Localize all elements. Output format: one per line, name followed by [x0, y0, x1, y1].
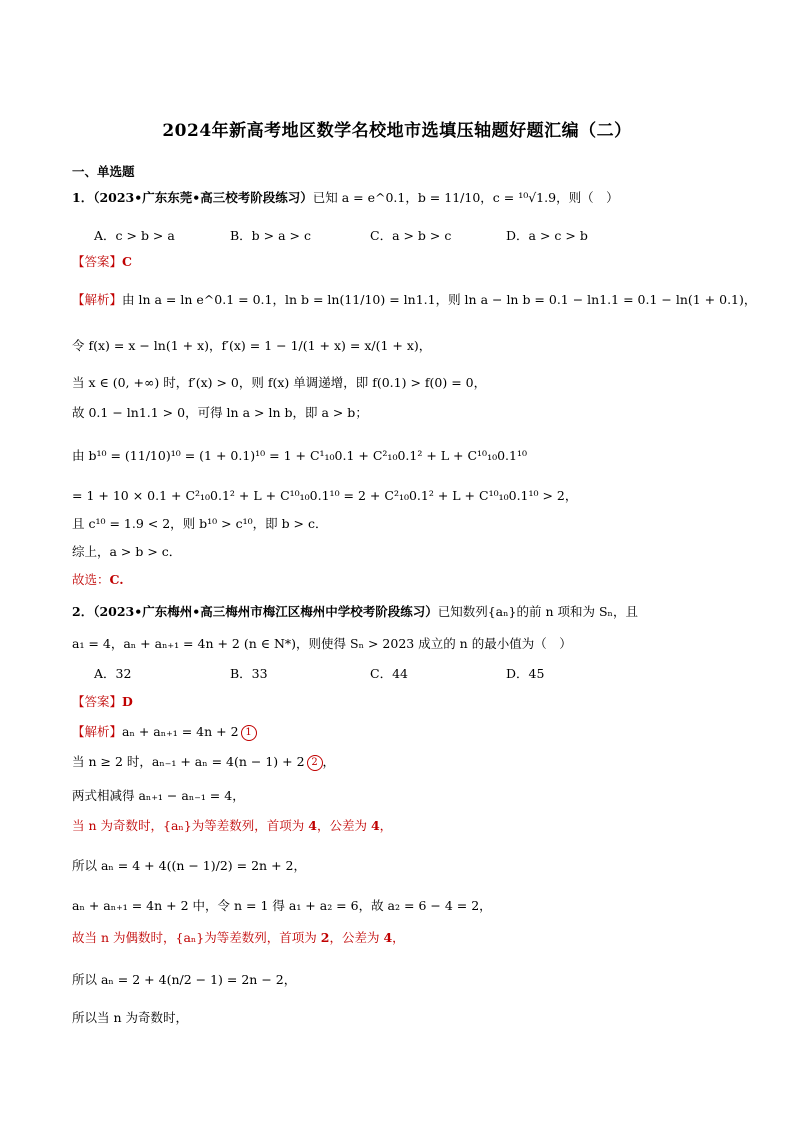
- q1-answer-value: C: [122, 254, 132, 269]
- q1-analysis-line-8: 综上，a > b > c．: [72, 544, 182, 559]
- q1-number: 1．: [72, 190, 94, 205]
- q2-answer-value: D: [122, 694, 133, 709]
- q2-l7-first-term: 2: [320, 930, 330, 945]
- q2-l4-difference: 4: [370, 818, 380, 833]
- q2-option-d: D．45: [506, 666, 545, 681]
- q2-source: （2023•广东梅州•高三梅州市梅江区梅州中学校考阶段练习）: [93, 604, 438, 619]
- q2-option-c: C．44: [370, 666, 408, 681]
- q2-l4-first-term: 4: [308, 818, 317, 833]
- q1-answer: [72, 252, 732, 272]
- q2-stem-text-1: 已知数列{aₙ}的前 n 项和为 Sₙ，且: [437, 604, 638, 619]
- q1-answer-label: 【答案】: [72, 254, 123, 269]
- circled-one-marker: 1: [241, 725, 257, 741]
- q2-analysis-line-5: 所以 aₙ = 4 + 4((n − 1)/2) = 2n + 2，: [72, 858, 306, 873]
- q2-analysis-line-6: aₙ + aₙ₊₁ = 4n + 2 中，令 n = 1 得 a₁ + a₂ = 6，故 a₂ = 6 − 4 = 2，: [72, 898, 492, 913]
- q1-analysis-line-1: [72, 290, 757, 310]
- q2-analysis-line-1: [72, 722, 732, 742]
- q2-stem-line-2: a₁ = 4，aₙ + aₙ₊₁ = 4n + 2 (n ∈ N*)，则使得 Sₙ > 2023 成立的 n 的最小值为（ ）: [72, 636, 572, 651]
- q1-analysis-line-5: 由 b¹⁰ = (11/10)¹⁰ = (1 + 0.1)¹⁰ = 1 + C¹₁₀0.1 + C²₁₀0.1² + L + C¹⁰₁₀0.1¹⁰: [72, 448, 527, 463]
- q2-options: [72, 664, 732, 684]
- q2-number: 2．: [72, 604, 94, 619]
- q2-l7-difference: 4: [383, 930, 393, 945]
- q2-analysis-line-8: 所以 aₙ = 2 + 4(n/2 − 1) = 2n − 2，: [72, 972, 297, 987]
- q2-l7-text-a: 故当 n 为偶数时，{aₙ}为等差数列，首项为: [72, 930, 321, 945]
- q2-option-a: A．32: [94, 666, 132, 681]
- q1-option-c: C．a > b > c: [370, 228, 452, 243]
- q1-analysis-text-1: 由 ln a = ln e^0.1 = 0.1，ln b = ln(11/10) = ln1.1，则 ln a − ln b = 0.1 − ln1.1 = 0.1 − ln(1 + 0.1)，: [122, 292, 757, 307]
- q2-l4-text-a: 当 n 为奇数时，{aₙ}为等差数列，首项为: [72, 818, 309, 833]
- q2-analysis-line-3: 两式相减得 aₙ₊₁ − aₙ₋₁ = 4，: [72, 788, 245, 803]
- q2-answer: [72, 692, 732, 712]
- q2-answer-label: 【答案】: [72, 694, 123, 709]
- q1-option-a: A．c > b > a: [94, 228, 175, 243]
- q1-analysis-line-2: 令 f(x) = x − ln(1 + x)，f′(x) = 1 − 1/(1 + x) = x/(1 + x)，: [72, 338, 432, 353]
- q2-l7-text-c: ，公差为: [329, 930, 384, 945]
- q2-l4-text-c: ，公差为: [316, 818, 371, 833]
- q1-conclusion: [72, 570, 732, 590]
- q1-analysis-label: 【解析】: [72, 292, 123, 307]
- q1-analysis-line-6: = 1 + 10 × 0.1 + C²₁₀0.1² + L + C¹⁰₁₀0.1¹⁰ = 2 + C²₁₀0.1² + L + C¹⁰₁₀0.1¹⁰ > 2，: [72, 488, 578, 503]
- q1-analysis-line-7: 且 c¹⁰ = 1.9 < 2，则 b¹⁰ > c¹⁰，即 b > c．: [72, 516, 328, 531]
- q1-conclusion-label: 故选：: [72, 572, 110, 587]
- q1-stem: [72, 188, 732, 208]
- q1-source: （2023•广东东莞•高三校考阶段练习）: [93, 190, 313, 205]
- q2-option-b: B．33: [230, 666, 268, 681]
- q2-analysis-line-7: 故当 n 为偶数时，{aₙ}为等差数列，首项为 2，公差为 4，: [72, 930, 405, 945]
- q2-analysis-text-1: aₙ + aₙ₊₁ = 4n + 2: [122, 724, 239, 739]
- q2-analysis-line-9: 所以当 n 为奇数时，: [72, 1010, 188, 1025]
- q1-analysis-line-3: 当 x ∈ (0, +∞) 时，f′(x) > 0，则 f(x) 单调递增，即 f(0.1) > f(0) = 0，: [72, 375, 487, 390]
- circled-two-marker: 2: [307, 755, 323, 771]
- q1-stem-text: 已知 a = e^0.1，b = 11/10，c = ¹⁰√1.9，则（ ）: [312, 190, 619, 205]
- q1-conclusion-value: C.: [109, 572, 124, 587]
- q1-option-d: D．a > c > b: [506, 228, 588, 243]
- q2-analysis-label: 【解析】: [72, 724, 123, 739]
- q2-stem-line-1: [72, 602, 732, 622]
- q2-analysis-text-2: 当 n ≥ 2 时，aₙ₋₁ + aₙ = 4(n − 1) + 2: [72, 754, 305, 769]
- q1-option-b: B．b > a > c: [230, 228, 311, 243]
- q2-analysis-line-2: 当 n ≥ 2 时，aₙ₋₁ + aₙ = 4(n − 1) + 2 2 ，: [72, 754, 336, 769]
- section-heading: 一、单选题: [72, 164, 135, 179]
- q1-options: [72, 226, 732, 246]
- page-title: 2024年新高考地区数学名校地市选填压轴题好题汇编（二）: [162, 121, 632, 141]
- q2-analysis-line-4: 当 n 为奇数时，{aₙ}为等差数列，首项为 4，公差为 4，: [72, 818, 393, 833]
- q1-analysis-line-4: 故 0.1 − ln1.1 > 0，可得 ln a > ln b，即 a > b；: [72, 405, 368, 420]
